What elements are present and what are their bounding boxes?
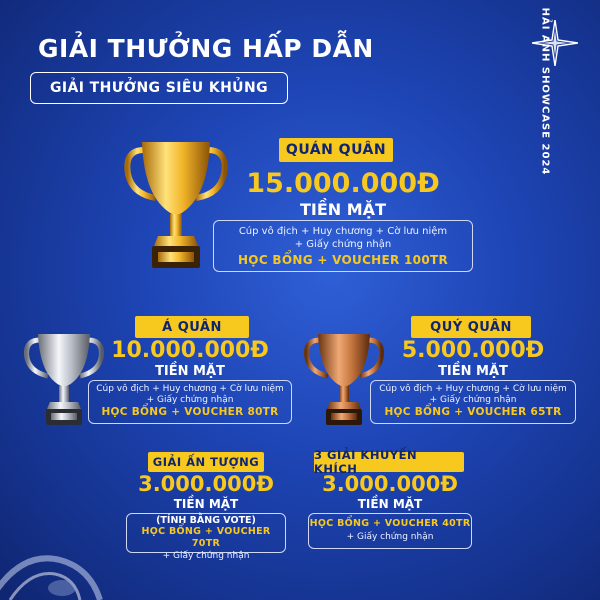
third-prize-amount: 5.000.000Đ xyxy=(401,338,545,363)
second-prize-highlight: HỌC BỔNG + VOUCHER 80TR xyxy=(101,406,279,418)
encourage-prize-line2: + Giấy chứng nhận xyxy=(346,532,434,542)
first-prize-highlight: HỌC BỔNG + VOUCHER 100TR xyxy=(237,253,449,267)
encourage-prize-cash: TIỀN MẶT xyxy=(357,497,423,511)
third-prize-cash: TIỀN MẶT xyxy=(438,364,508,379)
impression-prize-amount: 3.000.000Đ xyxy=(138,472,274,496)
first-prize-label-text: QUÁN QUÂN xyxy=(285,142,387,158)
second-prize-label-text: Á QUÂN xyxy=(162,319,222,335)
second-prize-line2: + Giấy chứng nhận xyxy=(146,395,234,405)
encourage-prize-info-box xyxy=(308,513,472,549)
impression-prize-cash: TIỀN MẶT xyxy=(173,497,239,511)
subtitle-text: GIẢI THƯỞNG SIÊU KHỦNG xyxy=(50,80,268,96)
impression-prize-line2: + Giấy chứng nhận xyxy=(162,551,250,561)
encourage-prize-label-text: 3 GIẢI KHUYẾN KHÍCH xyxy=(314,448,418,476)
impression-prize-highlight: HỌC BỔNG + VOUCHER 70TR xyxy=(141,526,271,549)
first-prize-line1: Cúp vô địch + Huy chương + Cờ lưu niệm xyxy=(238,226,448,237)
side-text-vertical: HẢI ANH SHOWCASE 2024 xyxy=(539,7,551,176)
encourage-prize-highlight: HỌC BỔNG + VOUCHER 40TR xyxy=(309,518,471,529)
first-prize-line2: + Giấy chứng nhận xyxy=(294,239,392,250)
second-prize-line1: Cúp vô địch + Huy chương + Cờ lưu niệm xyxy=(96,384,284,394)
third-prize-highlight: HỌC BỔNG + VOUCHER 65TR xyxy=(384,406,562,418)
first-prize-label xyxy=(279,138,393,162)
decorative-ornament-icon xyxy=(0,500,120,600)
impression-prize-line0: (TÍNH BẰNG VOTE) xyxy=(156,515,256,526)
first-prize-amount: 15.000.000Đ xyxy=(246,168,440,199)
first-prize-cash: TIỀN MẶT xyxy=(300,200,386,219)
second-prize-info-box xyxy=(88,380,292,424)
encourage-prize-amount: 3.000.000Đ xyxy=(322,472,458,496)
second-prize-cash: TIỀN MẶT xyxy=(155,364,225,379)
third-prize-line1: Cúp vô địch + Huy chương + Cờ lưu niệm xyxy=(379,384,567,394)
subtitle-box xyxy=(30,72,288,104)
impression-prize-label xyxy=(148,452,264,472)
third-prize-info-box xyxy=(370,380,576,424)
third-prize-label-text: QUÝ QUÂN xyxy=(430,319,512,335)
third-prize-line2: + Giấy chứng nhận xyxy=(429,395,517,405)
second-prize-label xyxy=(135,316,249,338)
impression-prize-info-box xyxy=(126,513,286,561)
third-prize-label xyxy=(411,316,531,338)
encourage-prize-label xyxy=(314,448,464,476)
impression-prize-label-text: GIẢI ẤN TƯỢNG xyxy=(152,455,260,469)
second-prize-amount: 10.000.000Đ xyxy=(111,338,269,363)
page-title: GIẢI THƯỞNG HẤP DẪN xyxy=(38,34,374,63)
first-prize-info-box xyxy=(213,220,473,272)
